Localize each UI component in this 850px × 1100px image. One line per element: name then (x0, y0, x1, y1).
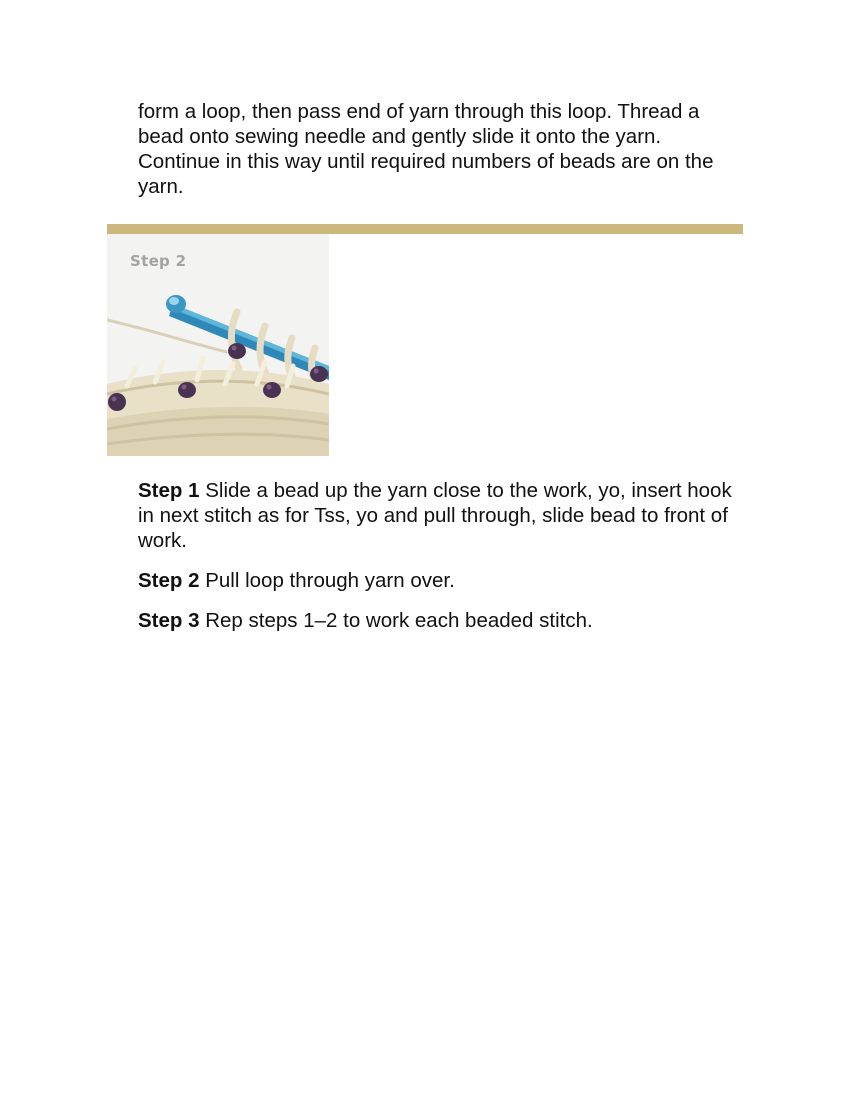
step-text: Pull loop through yarn over. (199, 569, 455, 592)
step-text: Slide a bead up the yarn close to the work, yo, insert hook in next stitch as for Tss, yo and pull through, slide bead to front of work. (138, 479, 732, 552)
step-item-3 (138, 608, 750, 633)
photo-step-label: Step 2 (130, 252, 187, 270)
section-divider (107, 224, 743, 234)
step-item-2 (138, 568, 750, 593)
step-label: Step 2 (138, 569, 200, 592)
step-label: Step 3 (138, 609, 200, 632)
intro-paragraph: form a loop, then pass end of yarn through this loop. Thread a bead onto sewing needle and gently slide it onto the yarn. Continue in this way until required numbers of beads are on the yarn. (138, 100, 714, 198)
step-text: Rep steps 1–2 to work each beaded stitch. (199, 609, 593, 632)
step-2-photo (107, 234, 329, 456)
step-label: Step 1 (138, 479, 200, 502)
step-item-1 (138, 478, 750, 553)
steps-list (138, 478, 750, 648)
